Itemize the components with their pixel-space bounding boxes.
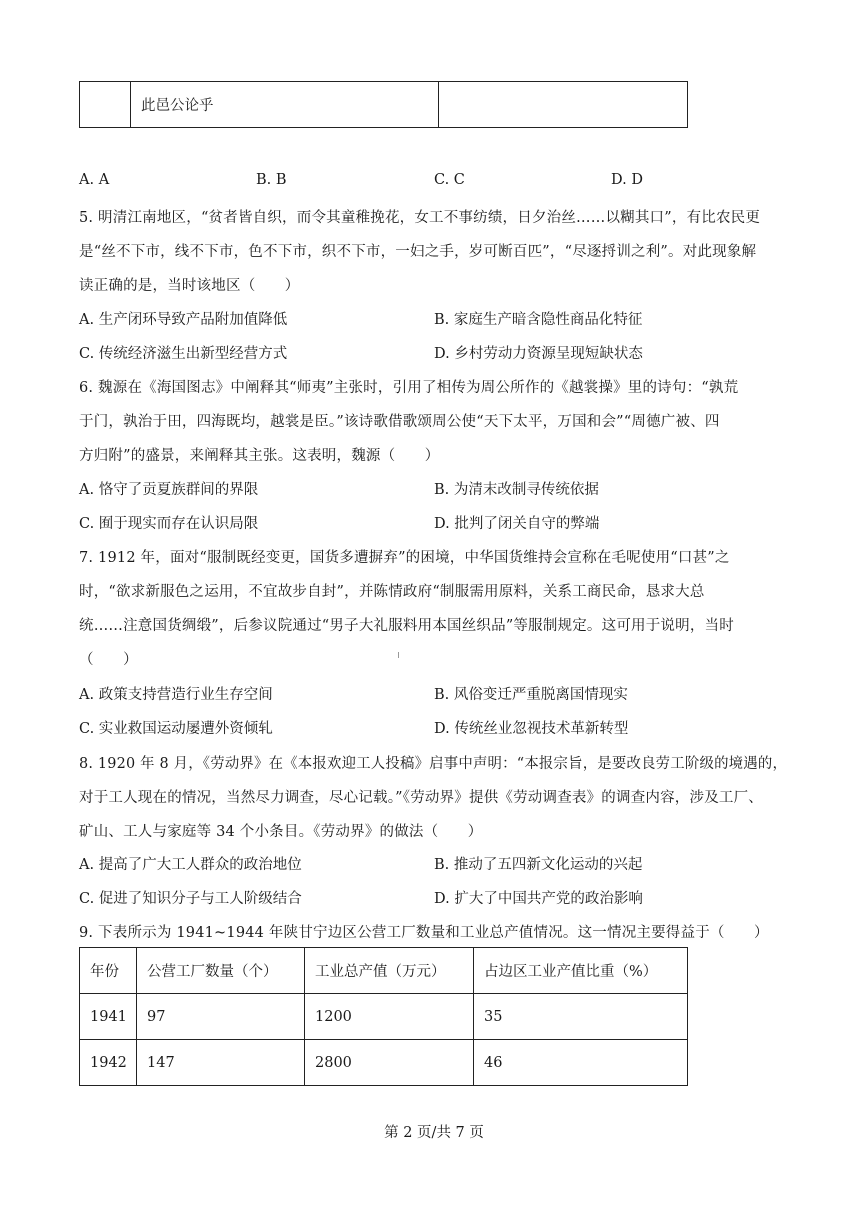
q6-option-a: A. 恪守了贡夏族群间的界限 [79,482,259,498]
table-cell: 147 [137,1040,305,1086]
table-header-cell: 工业总产值（万元） [305,948,474,994]
q6-stem-line: 于门，孰治于田，四海既均，越裳是臣。”该诗歌借歌颂周公使“天下太平，万国和会”“周德广被、四 [79,414,720,430]
option-a: A. A [79,172,110,188]
q5-stem-line: 读正确的是，当时该地区（ ） [79,278,300,294]
q7-option-b: B. 风俗变迁严重脱离国情现实 [434,687,628,703]
q6-stem-line: 6. 魏源在《海国图志》中阐释其“师夷”主张时，引用了相传为周公所作的《越裳操》里的诗句：“孰荒 [79,380,739,396]
q8-option-b: B. 推动了五四新文化运动的兴起 [434,857,643,873]
q6-option-c: C. 囿于现实而存在认识局限 [79,516,259,532]
table-header-cell: 占边区工业产值比重（%） [474,948,688,994]
option-c: C. C [434,172,465,188]
page-footer: 第 2 页/共 7 页 [384,1125,484,1141]
scan-mark [398,652,399,658]
table-header-cell: 公营工厂数量（个） [137,948,305,994]
q7-option-d: D. 传统丝业忽视技术革新转型 [434,721,629,737]
table-cell: 46 [474,1040,688,1086]
q7-stem-line: 统……注意国货绸缎”，后参议院通过“男子大礼服料用本国丝织品”等服制规定。这可用于说明，当时 [79,618,734,634]
table-cell: 此邑公论乎 [131,82,439,128]
q8-option-d: D. 扩大了中国共产党的政治影响 [434,891,643,907]
q8-stem-line: 矿山、工人与家庭等 34 个小条目。《劳动界》的做法（ ） [79,824,483,840]
q5-stem-line: 是“丝不下市，线不下市，色不下市，织不下市，一妇之手，岁可断百匹”，“尽逐捋训之利”。对此现象解 [79,244,757,260]
q5-option-b: B. 家庭生产暗含隐性商品化特征 [434,312,643,328]
table-row [80,82,688,128]
q8-stem-line: 对于工人现在的情况，当然尽力调查，尽心记载。”《劳动界》提供《劳动调查表》的调查内容，涉及工厂、 [79,790,764,806]
table-header-row [80,948,688,994]
table-cell: 1200 [305,994,474,1040]
table-cell: 97 [137,994,305,1040]
q7-option-a: A. 政策支持营造行业生存空间 [79,687,273,703]
table-cell: 1942 [80,1040,137,1086]
q9-stem-line: 9. 下表所示为 1941~1944 年陕甘宁边区公营工厂数量和工业总产值情况。这一情况主要得益于（ ） [79,925,769,941]
table-cell: 1941 [80,994,137,1040]
top-table [79,81,688,128]
table-cell: 35 [474,994,688,1040]
q5-option-c: C. 传统经济滋生出新型经营方式 [79,346,288,362]
q5-stem-line: 5. 明清江南地区，“贫者皆自织，而令其童稚挽花，女工不事纺绩，日夕治丝……以糊其口”，有比农民更 [79,210,761,226]
table-cell: 2800 [305,1040,474,1086]
q6-option-d: D. 批判了闭关自守的弊端 [434,516,600,532]
q9-data-table [79,947,688,1086]
table-header-cell: 年份 [80,948,137,994]
q5-option-a: A. 生产闭环导致产品附加值降低 [79,312,288,328]
q8-option-c: C. 促进了知识分子与工人阶级结合 [79,891,302,907]
option-b: B. B [256,172,287,188]
q5-option-d: D. 乡村劳动力资源呈现短缺状态 [434,346,643,362]
table-row [80,994,688,1040]
q8-option-a: A. 提高了广大工人群众的政治地位 [79,857,302,873]
option-d: D. D [611,172,643,188]
q7-stem-line: 7. 1912 年，面对“服制既经变更，国货多遭摒弃”的困境，中华国货维持会宣称在毛呢使用“口甚”之 [79,550,730,566]
q7-option-c: C. 实业救国运动屡遭外资倾轧 [79,721,273,737]
q6-stem-line: 方归附”的盛景，来阐释其主张。这表明，魏源（ ） [79,448,440,464]
q8-stem-line: 8. 1920 年 8 月，《劳动界》在《本报欢迎工人投稿》启事中声明：“本报宗旨，是要改良劳工阶级的境遇的， [79,756,788,772]
q6-option-b: B. 为清末改制寻传统依据 [434,482,599,498]
q7-stem-line: （ ） [79,652,138,668]
table-cell [439,82,688,128]
table-cell [80,82,131,128]
q7-stem-line: 时，“欲求新服色之运用，不宜故步自封”，并陈情政府“制服需用原料，关系工商民命，恳求大总 [79,584,705,600]
table-row [80,1040,688,1086]
